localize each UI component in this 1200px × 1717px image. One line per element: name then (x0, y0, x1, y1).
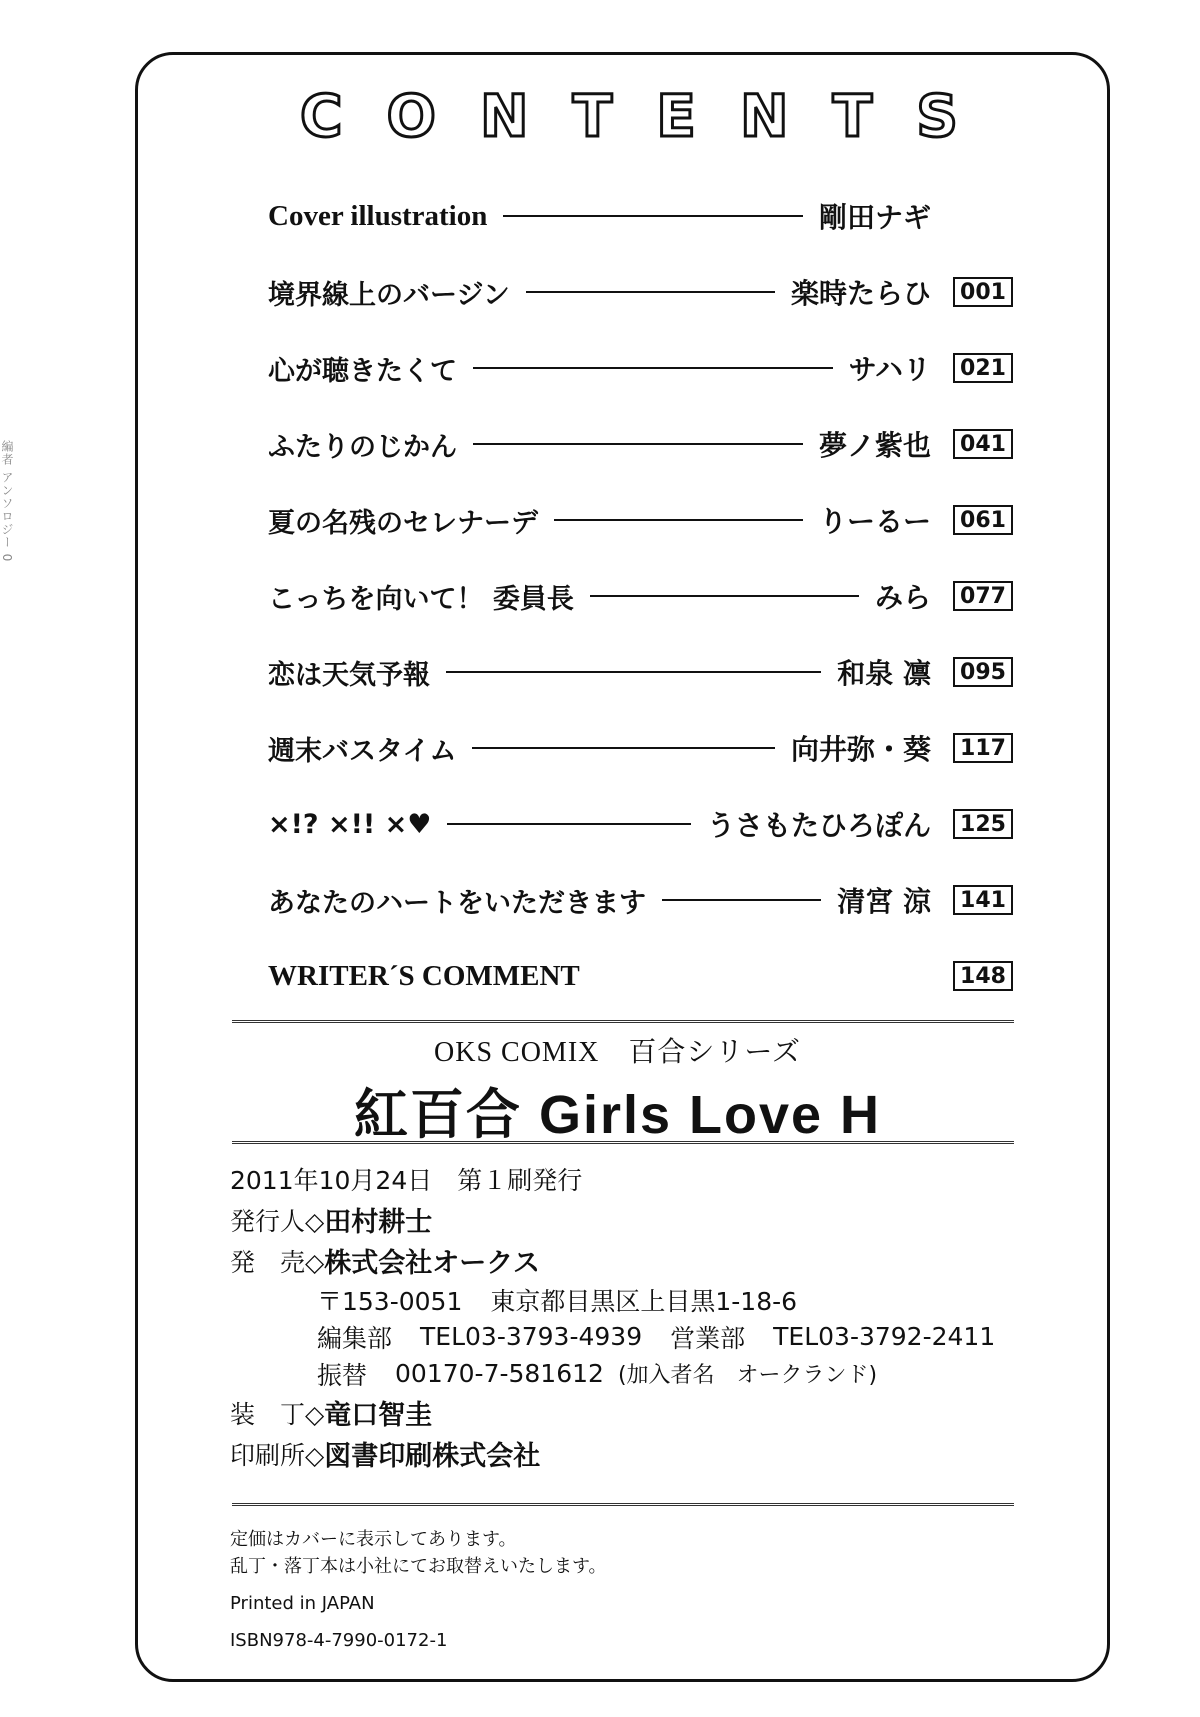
toc-leader-line (473, 443, 803, 445)
title-letter: T (832, 82, 875, 150)
toc-leader-line (526, 291, 775, 293)
toc-page-number: 021 (953, 353, 1013, 383)
toc-page-number: 141 (953, 885, 1013, 915)
toc-story-title: Cover illustration (268, 199, 488, 232)
publish-date-line (230, 1158, 1030, 1199)
toc-row (268, 482, 1013, 558)
title-letter: C (300, 82, 345, 150)
toc-author: 剛田ナギ (818, 201, 931, 234)
transfer-label: 振替 (317, 1360, 368, 1390)
toc-story-title: こっちを向いて！ 委員長 (268, 583, 574, 615)
toc-author: 和泉 凛 (837, 657, 931, 690)
title-letter: T (572, 82, 615, 150)
printer-label: 印刷所◇ (230, 1440, 325, 1470)
title-letter: N (480, 82, 531, 150)
toc-story-title: 週末バスタイム (268, 735, 457, 767)
toc-story-title: 夏の名残のセレナーデ (268, 507, 538, 539)
toc-page-number: 117 (953, 733, 1013, 763)
title-letter: O (386, 82, 438, 150)
toc-row (268, 786, 1013, 862)
publisher-line (230, 1199, 1030, 1240)
toc-page-number (953, 201, 1013, 231)
divider-middle (232, 1141, 1014, 1144)
sales-label: 営業部 (670, 1323, 746, 1353)
toc-author: みら (874, 581, 931, 614)
designer-name: 竜口智圭 (324, 1400, 433, 1431)
publish-date: 2011年10月24日 第１刷発行 (230, 1165, 583, 1195)
toc-leader-line (472, 747, 775, 749)
toc-row (268, 178, 1013, 254)
toc-page-number: 125 (953, 809, 1013, 839)
toc-page-number: 061 (953, 505, 1013, 535)
toc-row (268, 862, 1013, 938)
seller-name: 株式会社オークス (324, 1248, 540, 1279)
publisher-name: 田村耕士 (324, 1207, 433, 1238)
toc-leader-line (554, 519, 803, 521)
toc-row (268, 254, 1013, 330)
toc-row (268, 406, 1013, 482)
toc-author: りーるー (818, 505, 931, 538)
toc-story-title: 恋は天気予報 (268, 659, 430, 691)
toc-page-number: 001 (953, 277, 1013, 307)
title-letter: S (916, 82, 960, 150)
toc-page-number: 077 (953, 581, 1013, 611)
toc-story-title: あなたのハートをいただきます (268, 887, 646, 919)
toc-leader-line (503, 215, 803, 217)
defects-note: 乱丁・落丁本は小社にてお取替えいたします。 (230, 1556, 607, 1577)
toc-page-number: 095 (953, 657, 1013, 687)
transfer-number: 00170-7-581612 (395, 1359, 604, 1388)
toc-row (268, 634, 1013, 710)
design-label: 装 丁◇ (230, 1399, 325, 1429)
sales-tel: TEL03-3792-2411 (773, 1322, 996, 1351)
toc-leader-line (446, 671, 821, 673)
series-name: OKS COMIX 百合シリーズ (434, 1037, 801, 1068)
toc-leader-line (473, 367, 833, 369)
postal-code: 〒153-0051 (317, 1286, 463, 1316)
toc-leader-line (590, 595, 859, 597)
price-note: 定価はカバーに表示してあります。 (230, 1529, 517, 1550)
editorial-tel: TEL03-3793-4939 (420, 1322, 643, 1351)
fine-print (230, 1526, 607, 1654)
toc-story-title: WRITER´S COMMENT (268, 959, 580, 992)
printer-name: 図書印刷株式会社 (324, 1441, 541, 1472)
toc-author: 夢ノ紫也 (818, 429, 931, 462)
margin-side-text: 編者 アンソロジー 0 (0, 440, 14, 563)
publisher-label: 発行人◇ (230, 1206, 325, 1236)
toc-row (268, 938, 1013, 1014)
toc-story-title: 境界線上のバージン (268, 279, 510, 311)
divider-bottom (232, 1503, 1014, 1506)
colophon (230, 1158, 1030, 1474)
toc-story-title: ふたりのじかん (268, 431, 457, 463)
toc-author: 清宮 涼 (837, 885, 931, 918)
toc-page-number: 148 (953, 961, 1013, 991)
contents-title (300, 82, 960, 150)
toc-story-title: 心が聴きたくて (268, 355, 457, 387)
toc-row (268, 558, 1013, 634)
phone-line (230, 1318, 1030, 1355)
address-line (230, 1281, 1030, 1318)
toc-page-number: 041 (953, 429, 1013, 459)
design-line (230, 1392, 1030, 1433)
toc-leader-line (447, 823, 691, 825)
toc-author: 楽時たらひ (790, 277, 931, 310)
isbn: ISBN978-4-7990-0172-1 (230, 1630, 448, 1651)
book-title: 紅百合 Girls Love H (353, 1085, 882, 1145)
table-of-contents (268, 178, 1013, 1014)
toc-author: サハリ (848, 353, 931, 386)
toc-row (268, 330, 1013, 406)
toc-row (268, 710, 1013, 786)
title-letter: N (739, 82, 791, 150)
transfer-line (230, 1355, 1030, 1392)
printer-line (230, 1433, 1030, 1474)
title-letter: E (656, 82, 698, 150)
toc-author: 向井弥・葵 (790, 733, 931, 766)
transfer-note: (加入者名 オークランド) (617, 1363, 878, 1388)
divider-top (232, 1020, 1014, 1023)
toc-story-title: ×!? ×!! ×♥ (268, 808, 432, 840)
seller-line (230, 1240, 1030, 1281)
editorial-label: 編集部 (317, 1323, 393, 1353)
address: 東京都目黒区上目黒1-18-6 (490, 1286, 798, 1316)
toc-leader-line (662, 899, 821, 901)
seller-label: 発 売◇ (230, 1247, 325, 1277)
toc-author: うさもたひろぽん (706, 809, 931, 842)
printed-in: Printed in JAPAN (230, 1593, 375, 1614)
